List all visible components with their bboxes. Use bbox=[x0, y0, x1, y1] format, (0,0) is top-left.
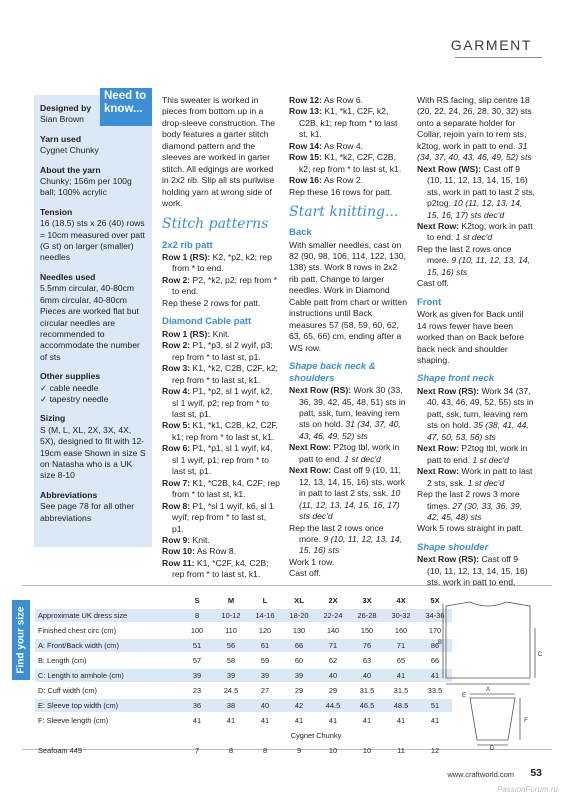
about-yarn-heading: About the yarn bbox=[40, 164, 101, 175]
collar-rows bbox=[417, 164, 535, 290]
row-text: P1, *p3, sl 2 wyif, p3; rep from * to last st, p1. bbox=[172, 340, 273, 362]
row-text: K2tog, work in patt to end. bbox=[427, 220, 533, 243]
section-title: GARMENT bbox=[450, 37, 532, 53]
row-text: P2, *k2, p2; rep from * to end. bbox=[172, 274, 278, 297]
size-cell: 40 bbox=[316, 669, 350, 682]
size-row-label: D: Cuff width (cm) bbox=[38, 686, 97, 695]
badge-line-2: know... bbox=[104, 103, 143, 115]
size-cell: 56 bbox=[214, 639, 248, 652]
row-label: Row 14: bbox=[289, 140, 322, 151]
size-cell: 30-32 bbox=[384, 609, 418, 622]
size-cell: 39 bbox=[282, 669, 316, 682]
size-cell: 26-28 bbox=[350, 609, 384, 622]
row-label: Row 6: bbox=[162, 443, 191, 454]
needles-heading: Needles used bbox=[40, 271, 96, 282]
row-text: Knit. bbox=[210, 328, 230, 339]
pattern-row bbox=[289, 141, 407, 152]
size-cell: 66 bbox=[282, 639, 316, 652]
size-cell: 33.5 bbox=[427, 686, 443, 695]
sleeve-outline bbox=[470, 698, 515, 740]
size-cell: 8 bbox=[262, 746, 268, 755]
row-text: As Row 8. bbox=[194, 546, 237, 557]
row-text: Rep these 2 rows for patt. bbox=[162, 297, 261, 308]
row-label: Row 12: bbox=[289, 95, 322, 105]
size-header-row bbox=[35, 594, 452, 607]
pattern-row bbox=[289, 106, 407, 140]
row-label: Row 2: bbox=[162, 274, 191, 285]
yarn-brand-label: Cygnet Chunky bbox=[290, 731, 342, 740]
row-label: Row 9: bbox=[162, 534, 191, 545]
row-label: Next Row: bbox=[289, 442, 332, 453]
pattern-row bbox=[162, 329, 280, 340]
label-a: A bbox=[485, 687, 491, 693]
row-label: Row 5: bbox=[162, 420, 191, 431]
size-header-blank bbox=[35, 594, 180, 607]
pattern-row bbox=[289, 465, 407, 522]
front-text: Work as given for Back until 14 rows fewer have been worked than on Back before back neck and shoulder shaping. bbox=[417, 309, 525, 366]
size-cell: 31.5 bbox=[393, 686, 409, 695]
size-header-m: M bbox=[227, 596, 235, 605]
size-header-5x: 5X bbox=[430, 596, 440, 605]
pattern-row bbox=[162, 558, 280, 581]
size-table bbox=[35, 592, 452, 759]
size-cell: 41 bbox=[192, 716, 202, 725]
size-cell: 51 bbox=[418, 699, 452, 712]
front-heading: Front bbox=[417, 296, 442, 308]
yarn-label-blank bbox=[35, 729, 180, 742]
size-row bbox=[35, 714, 452, 727]
row-label: Row 8: bbox=[162, 500, 191, 511]
row-label: Row 10: bbox=[162, 546, 195, 557]
size-header-4x: 4X bbox=[396, 596, 406, 605]
row-text: P1, *sl 1 wyif, k6, sl 1 wyif; rep from * to last st, p1. bbox=[172, 500, 274, 534]
shape-shoulder-heading: Shape shoulder bbox=[417, 541, 489, 553]
pattern-row bbox=[162, 252, 280, 275]
size-cell: 110 bbox=[225, 626, 237, 635]
row-text: Work 30 (33, 36, 39, 42, 45, 48, 51) sts in patt, ssk, turn, leaving rem sts on hold. bbox=[299, 385, 406, 430]
size-cell: 14-16 bbox=[248, 609, 282, 622]
size-cell: 76 bbox=[350, 639, 384, 652]
size-cell: 22-24 bbox=[316, 609, 350, 622]
size-row bbox=[35, 699, 452, 712]
size-cell: 34-36 bbox=[418, 609, 452, 622]
row-text: P1, *p1, sl 1 wyif, k4, sl 1 wyif, p1; rep from * to last st, p1. bbox=[172, 443, 273, 477]
label-c: C bbox=[537, 652, 543, 658]
row-label: Next Row: bbox=[289, 465, 332, 476]
size-cell: 86 bbox=[418, 639, 452, 652]
pattern-row bbox=[162, 363, 280, 386]
row-text: P2tog tbl, work in patt to end. bbox=[299, 442, 400, 464]
sizing-value: S (M, L, XL, 2X, 3X, 4X, 5X), designed to fit with 12-19cm ease Shown in size S on Natasha who is a UK size 8-10 bbox=[40, 424, 146, 481]
size-cell: 42 bbox=[282, 699, 316, 712]
pattern-row bbox=[162, 546, 280, 557]
row-text: Rep the last 2 rows once more. bbox=[289, 522, 384, 544]
label-f: F bbox=[524, 718, 528, 724]
size-header-xl: XL bbox=[294, 596, 304, 605]
page-number: 53 bbox=[530, 767, 542, 779]
row-label: Row 16: bbox=[289, 175, 322, 186]
pattern-row bbox=[417, 164, 535, 221]
size-cell: 40 bbox=[350, 669, 384, 682]
size-cell: 29 bbox=[328, 686, 338, 695]
abbreviations-value: See page 78 for all other abbreviations bbox=[40, 501, 135, 523]
row-text: K1, *k1, C2B, k2, C2F, k1; rep from * to last st, k1. bbox=[172, 420, 279, 442]
pattern-row bbox=[289, 523, 407, 557]
size-cell: 130 bbox=[292, 626, 306, 635]
size-cell: 38 bbox=[214, 699, 248, 712]
row-label: Next Row: bbox=[417, 443, 460, 454]
row-text: K1, *k2, C2B, C2F, k2; rep from * to last st, k1. bbox=[172, 363, 279, 385]
row-text: K1, *k1, C2F, k2, C2B, k1; rep from * to last st, k1. bbox=[299, 106, 398, 140]
row-stitch-count: 1 st dec'd bbox=[467, 477, 505, 488]
size-cell: 140 bbox=[326, 626, 340, 635]
cable-patt-rows bbox=[162, 329, 280, 581]
yarn-label-row bbox=[35, 729, 452, 742]
size-cell: 61 bbox=[248, 639, 282, 652]
pattern-row bbox=[162, 443, 280, 477]
row-text: Work in patt to last 2 sts, ssk. bbox=[427, 466, 533, 488]
row-text: Work 34 (37, 40, 43, 46, 49, 52, 55) sts in patt, ssk, turn, leaving rem sts on hold. bbox=[427, 385, 534, 431]
size-cell: 100 bbox=[190, 626, 204, 635]
collar-text-count: 31 (34, 37, 40, 43, 46, 49, 52) sts bbox=[417, 140, 532, 163]
row-stitch-count: 1 st dec'd bbox=[455, 232, 493, 243]
size-cell: 11 bbox=[397, 746, 405, 755]
size-row-label: C: Length to armhole (cm) bbox=[35, 669, 180, 682]
row-text: As Row 2. bbox=[321, 175, 364, 186]
row-label: Row 15: bbox=[289, 152, 322, 163]
cable-patt-rows-cont bbox=[289, 95, 407, 198]
row-label: Next Row: bbox=[417, 466, 460, 477]
footer-url: www.craftworld.com bbox=[447, 770, 514, 779]
size-cell: 160 bbox=[394, 626, 408, 635]
size-cell: 39 bbox=[180, 669, 214, 682]
row-stitch-count: 27 (30, 33, 36, 39, 42, 45, 48) sts bbox=[427, 500, 523, 522]
pattern-row bbox=[417, 489, 535, 523]
pattern-row bbox=[162, 535, 280, 546]
pattern-row bbox=[417, 278, 535, 289]
size-cell: 40 bbox=[248, 699, 282, 712]
designer-name: Sian Brown bbox=[40, 114, 84, 125]
size-row bbox=[35, 669, 452, 682]
size-row bbox=[35, 654, 452, 667]
size-cell: 10 bbox=[362, 746, 372, 755]
row-text: K1, *C2B, k4, C2F; rep from * to last st, k1. bbox=[172, 477, 280, 500]
row-text: P1, *p2, sl 1 wyif, k2, sl 1 wyif, p2; rep from * to last st, p1. bbox=[172, 386, 273, 419]
size-row-label: B: Length (cm) bbox=[38, 656, 87, 665]
size-row bbox=[35, 609, 452, 622]
size-cell: 18-20 bbox=[282, 609, 316, 622]
collar-text bbox=[417, 95, 535, 164]
label-e-visible: E bbox=[461, 693, 467, 699]
label-d: D bbox=[489, 746, 495, 752]
size-cell: 41 bbox=[260, 716, 270, 725]
size-cell: 62 bbox=[328, 656, 338, 665]
size-row bbox=[35, 744, 452, 757]
back-heading: Back bbox=[289, 227, 312, 239]
pattern-row bbox=[417, 443, 535, 466]
row-label: Row 13: bbox=[289, 106, 322, 117]
stitch-patterns-heading: Stitch patterns bbox=[162, 215, 269, 232]
size-cell: 29 bbox=[294, 686, 304, 695]
pattern-row bbox=[289, 95, 407, 106]
pattern-row bbox=[289, 187, 407, 198]
column-3 bbox=[417, 95, 535, 589]
yarn-used-value: Cygnet Chunky bbox=[40, 145, 99, 156]
size-cell: 71 bbox=[316, 639, 350, 652]
row-text: Cast off. bbox=[289, 568, 321, 579]
row-label: Next Row (WS): bbox=[417, 163, 481, 174]
collar-text-main: With RS facing, slip centre 18 (20, 22, 24, 26, 28, 30, 32) sts onto a separate holder for Collar, rejoin yarn to rem sts, k2tog, work in patt to end. bbox=[417, 95, 532, 151]
shape-back-rows bbox=[289, 385, 407, 580]
row-label: Row 11: bbox=[162, 557, 195, 568]
size-header-l: L bbox=[262, 596, 268, 605]
row-label: Row 2: bbox=[162, 340, 191, 351]
size-row-label: F: Sleeve length (cm) bbox=[38, 716, 109, 725]
row-label: Row 3: bbox=[162, 363, 191, 374]
size-row-label: A: Front/Back width (cm) bbox=[35, 639, 180, 652]
row-text: Cast off. bbox=[417, 278, 449, 289]
size-cell: 46.5 bbox=[350, 699, 384, 712]
rib-patt-rows bbox=[162, 252, 280, 309]
size-cell: 59 bbox=[260, 656, 270, 665]
row-text: K1, *k2, C2F, C2B, k2; rep from * to last st, k1. bbox=[299, 152, 402, 174]
column-2 bbox=[289, 95, 407, 580]
row-label: Next Row (RS): bbox=[289, 385, 352, 396]
row-label: Row 1 (RS): bbox=[162, 252, 211, 263]
column-1 bbox=[162, 95, 280, 581]
row-stitch-count: 1 st dec'd bbox=[472, 454, 509, 465]
row-text: P2tog tbl, work in patt to end. bbox=[427, 443, 528, 465]
supply-tapestry-needle: ✓ tapestry needle bbox=[40, 393, 109, 404]
size-row bbox=[35, 684, 452, 697]
pattern-row bbox=[417, 523, 535, 534]
size-header-3x: 3X bbox=[362, 596, 372, 605]
size-cell: 41 bbox=[430, 716, 440, 725]
size-cell: 39 bbox=[248, 669, 282, 682]
row-text: Rep the last 2 rows once more. bbox=[417, 243, 512, 266]
row-text: Rep these 16 rows for patt. bbox=[289, 186, 393, 197]
abbreviations-heading: Abbreviations bbox=[40, 489, 98, 500]
size-cell: 12 bbox=[430, 746, 440, 755]
pattern-row bbox=[417, 386, 535, 443]
pattern-row bbox=[162, 386, 280, 420]
pattern-row bbox=[417, 554, 535, 588]
size-cell: 71 bbox=[384, 639, 418, 652]
find-your-size-label: Find your size bbox=[15, 606, 27, 674]
sidebar-content bbox=[40, 103, 148, 532]
size-cell: 7 bbox=[194, 746, 200, 755]
label-b: B bbox=[437, 640, 443, 646]
row-text: Work 5 rows straight in patt. bbox=[417, 523, 524, 534]
cable-patt-heading: Diamond Cable patt bbox=[162, 316, 252, 328]
size-cell: 39 bbox=[214, 669, 248, 682]
watermark: PassionForum.ru bbox=[497, 785, 558, 794]
size-cell: 27 bbox=[260, 686, 270, 695]
sizing-heading: Sizing bbox=[40, 413, 66, 424]
size-header-2x: 2X bbox=[328, 596, 338, 605]
row-stitch-count: 10 (11, 12, 13, 14, 15, 16, 17) sts dec'd bbox=[299, 488, 401, 522]
supply-cable-needle: ✓ cable needle bbox=[40, 382, 99, 393]
row-text: As Row 6. bbox=[321, 95, 364, 105]
row-text: As Row 4. bbox=[321, 140, 364, 151]
pattern-row bbox=[289, 442, 407, 465]
size-cell: 51 bbox=[180, 639, 214, 652]
row-text: Cast off 9 (10, 11, 12, 13, 14, 15, 16) sts, work in patt to last 2 sts, ssk. bbox=[299, 465, 406, 499]
pattern-row bbox=[162, 420, 280, 443]
row-stitch-count: 1 st dec'd bbox=[344, 453, 381, 464]
size-table-body bbox=[35, 609, 452, 757]
shoulder-rows bbox=[417, 554, 535, 588]
size-cell: 23 bbox=[192, 686, 202, 695]
size-cell: 36 bbox=[180, 699, 214, 712]
size-header-s: S bbox=[194, 596, 200, 605]
size-cell: 48.5 bbox=[384, 699, 418, 712]
size-cell: 8 bbox=[228, 746, 234, 755]
find-your-size-tab bbox=[12, 600, 30, 680]
pattern-row bbox=[289, 175, 407, 186]
row-stitch-count: 10 (11, 12, 13, 14, 15, 16, 17) sts dec'd bbox=[427, 198, 523, 220]
pattern-row bbox=[162, 340, 280, 363]
size-cell: 150 bbox=[360, 626, 374, 635]
size-cell: 10 bbox=[328, 746, 338, 755]
size-cell: 41 bbox=[328, 716, 338, 725]
row-text: K1, *C2F, k4, C2B; rep from * to last st, k1. bbox=[172, 557, 269, 580]
pattern-row bbox=[162, 298, 280, 309]
back-text: With smaller needles, cast on 82 (90, 98, 106, 114, 122, 130, 138) sts. Work 8 rows in 2x2 rib patt. Change to larger needles. Work in Diamond Cable patt from chart or written instructions until Back measures 57 (58, 59, 60, 62, 63, 65, 66) cm, ending after a WS row. bbox=[289, 239, 407, 353]
size-row bbox=[35, 624, 452, 637]
other-supplies-heading: Other supplies bbox=[40, 371, 101, 382]
tension-heading: Tension bbox=[40, 206, 73, 217]
row-label: Next Row (RS): bbox=[417, 554, 480, 565]
shape-front-neck-heading: Shape front neck bbox=[417, 373, 495, 385]
header-rule bbox=[455, 57, 542, 58]
row-text: Cast off 9 (10, 11, 12, 13, 14, 15, 16) sts, work in patt to last 2 sts, p2tog. bbox=[427, 163, 535, 209]
yarn-used-heading: Yarn used bbox=[40, 133, 82, 144]
row-text: Rep the last 2 rows 3 more times. bbox=[417, 489, 520, 511]
rib-patt-heading: 2x2 rib patt bbox=[162, 239, 213, 251]
size-cell: 120 bbox=[258, 626, 272, 635]
needles-value: 5.5mm circular, 40-80cm 6mm circular, 40-80cm Pieces are worked flat but circular needles are recommended to accommodate the number of sts bbox=[40, 283, 140, 362]
size-cell: 8 bbox=[180, 609, 214, 622]
shape-back-neck-heading: Shape back neck & shoulders bbox=[289, 361, 376, 384]
size-cell: 41 bbox=[226, 716, 236, 725]
size-cell: 65 bbox=[396, 656, 406, 665]
pattern-row bbox=[289, 557, 407, 568]
size-cell: 24.5 bbox=[223, 686, 239, 695]
size-cell: 10-12 bbox=[214, 609, 248, 622]
pattern-row bbox=[162, 478, 280, 501]
pattern-row bbox=[417, 244, 535, 278]
size-cell: 44.5 bbox=[316, 699, 350, 712]
size-cell: 41 bbox=[294, 716, 304, 725]
pattern-row bbox=[162, 501, 280, 535]
row-label: Row 7: bbox=[162, 477, 191, 488]
size-cell: 41 bbox=[384, 669, 418, 682]
size-cell: 63 bbox=[362, 656, 372, 665]
pattern-row bbox=[289, 568, 407, 579]
pattern-row bbox=[417, 466, 535, 489]
size-cell: 57 bbox=[192, 656, 202, 665]
size-cell: 9 bbox=[296, 746, 302, 755]
size-cell: 170 bbox=[428, 626, 442, 635]
designed-by-heading: Designed by bbox=[40, 103, 92, 113]
row-text: K2, *p2, k2; rep from * to end. bbox=[172, 252, 272, 274]
size-cell: 60 bbox=[294, 656, 304, 665]
row-stitch-count: 9 (10, 11, 12, 13, 14, 15, 16) sts bbox=[427, 255, 531, 277]
row-stitch-count: 35 (38, 41, 44, 47, 50, 53, 56) sts bbox=[427, 420, 529, 442]
row-stitch-count: 9 (10, 11, 12, 13, 14, 15, 16) sts bbox=[299, 534, 403, 556]
pattern-row bbox=[289, 152, 407, 175]
garment-schematic bbox=[437, 598, 550, 752]
row-label: Next Row: bbox=[417, 220, 460, 231]
size-row-label: Seafoam 449 bbox=[38, 746, 82, 755]
row-text: Work 1 row. bbox=[289, 556, 335, 567]
intro-text: This sweater is worked in pieces from bottom up in a drop-sleeve construction. The body features a garter stitch diamond pattern and the sleeves are worked in garter stitch. All edgings are worked in 2x2 rib. Slip all sts purlwise holding yarn at wrong side of work. bbox=[162, 95, 276, 209]
row-label: Row 4: bbox=[162, 386, 191, 397]
size-cell: 41 bbox=[418, 669, 452, 682]
row-stitch-count: 31 (34, 37, 40, 43, 46, 49, 52) sts bbox=[299, 419, 401, 441]
row-text: Cast off 9 (10, 11, 12, 13, 14, 15, 16) sts, work in patt to end. bbox=[427, 554, 528, 588]
size-row-label: Finished chest circ (cm) bbox=[38, 626, 117, 635]
about-yarn-value: Chunky; 156m per 100g ball; 100% acrylic bbox=[40, 176, 132, 198]
size-cell: 58 bbox=[226, 656, 236, 665]
pattern-row bbox=[417, 221, 535, 244]
size-cell: 41 bbox=[396, 716, 406, 725]
body-outline bbox=[446, 602, 530, 678]
size-row-label: Approximate UK dress size bbox=[35, 609, 180, 622]
front-neck-rows bbox=[417, 386, 535, 535]
row-label: Row 1 (RS): bbox=[162, 328, 211, 339]
size-cell: 41 bbox=[362, 716, 372, 725]
size-row-label: E: Sleeve top width (cm) bbox=[35, 699, 180, 712]
pattern-row bbox=[289, 385, 407, 442]
badge-line-1: Need to bbox=[104, 90, 147, 102]
pattern-row bbox=[162, 275, 280, 298]
tension-value: 16 (18.5) sts x 26 (40) rows = 10cm measured over patt (G st) on larger (smaller) needles bbox=[40, 218, 145, 263]
row-label: Next Row (RS): bbox=[417, 385, 480, 396]
size-cell: 31.5 bbox=[359, 686, 375, 695]
row-text: Knit. bbox=[190, 534, 210, 545]
size-row bbox=[35, 639, 452, 652]
size-cell: 66 bbox=[430, 656, 440, 665]
start-knitting-heading: Start knitting... bbox=[289, 204, 399, 221]
